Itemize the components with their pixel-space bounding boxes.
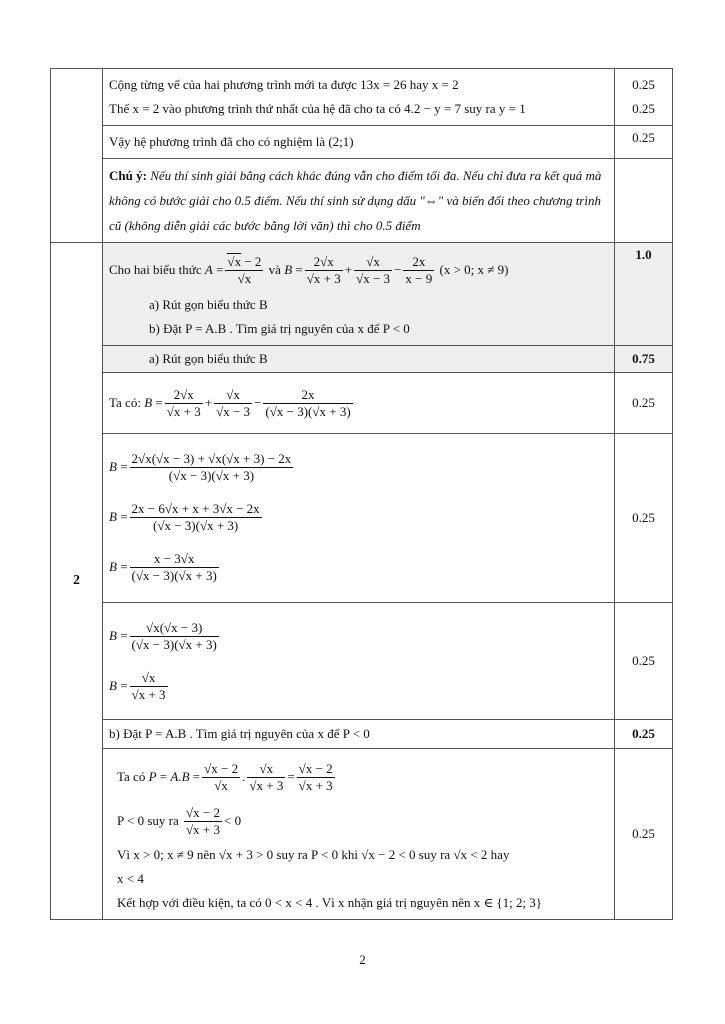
score: 0.25 (632, 510, 655, 525)
score-cell (615, 243, 673, 346)
score-cell (615, 434, 673, 603)
score: 0.25 (632, 77, 655, 92)
solution-cell (103, 603, 615, 720)
note-label: Chú ý: (109, 168, 147, 183)
score: 0.25 (632, 101, 655, 116)
table-row (51, 346, 673, 373)
score-cell (615, 720, 673, 749)
score: 0.25 (632, 653, 655, 668)
answer-table (50, 68, 673, 920)
score: 1.0 (635, 247, 652, 262)
page-number: 2 (359, 952, 366, 967)
and-text: và (268, 262, 281, 277)
solution-line: x < 4 (117, 871, 144, 886)
equation: B = $\frac{2x - 6√ x + x + 3√ x - 2x}{(√ x - 3)(√ x + 3)}$ (109, 492, 608, 542)
table-row (51, 69, 673, 126)
part-a: a) Rút gọn biểu thức B (149, 297, 268, 312)
score-cell (615, 126, 673, 159)
table-row (51, 243, 673, 346)
score-cell (615, 346, 673, 373)
solution-cell (103, 434, 615, 603)
table-row (51, 373, 673, 434)
score: 0.25 (632, 826, 655, 841)
equation: B = √ x √ x + 3 (109, 661, 608, 711)
solution-line: Thế x = 2 vào phương trình thứ nhất của hệ đã cho ta có 4.2 − y = 7 suy ra y = 1 (109, 101, 526, 116)
solution-cell (103, 720, 615, 749)
note-text: Nếu thí sinh giải bằng cách khác đúng vẫn cho điểm tối đa. Nếu chỉ đưa ra kết quả mà không có bước giải cho 0.5 điểm. Nếu thí sinh sử dụng dấu "⇔" và biến đổi theo chương trình cũ (không diễn giải các bước bằng lời văn) thì cho 0.5 điểm (109, 168, 602, 233)
table-row (51, 434, 673, 603)
solution-cell (103, 373, 615, 434)
table-row (51, 159, 673, 243)
table-row (51, 749, 673, 920)
score: 0.75 (632, 351, 655, 366)
equation: Ta có P = A.B = √ x − 2 √ x . √ x √ x + 3 = √ x − 2 √ x + 3 (117, 755, 608, 799)
prefix-text: Ta có (117, 769, 146, 784)
solution-line: Kết hợp với điều kiện, ta có 0 < x < 4 . Vì x nhận giá trị nguyên nên x ∈ {1; 2; 3} (117, 895, 543, 910)
score: 0.25 (632, 726, 655, 741)
score-cell (615, 603, 673, 720)
equation: B = $\frac{x - 3√ x}{(√ x - 3)(√ x + 3)}$ (109, 542, 608, 592)
solution-cell (103, 126, 615, 159)
empty-cell (51, 69, 103, 243)
score: 0.25 (632, 395, 655, 410)
note-cell (103, 159, 615, 243)
solution-cell (103, 749, 615, 920)
equation: B = $\frac{2√ x(√ x - 3) + √ x(√ x + 3) - 2x}{(√ x - 3)(√ x + 3)}$ (109, 442, 608, 492)
intro-text: Cho hai biểu thức (109, 262, 202, 277)
score-cell (615, 373, 673, 434)
condition-text: (x > 0; x ≠ 9) (439, 262, 509, 277)
solution-line: Vì x > 0; x ≠ 9 nên √x + 3 > 0 suy ra P < 0 khi √x − 2 < 0 suy ra √x < 2 hay (117, 847, 510, 862)
solution-cell (103, 69, 615, 126)
prefix-text: P < 0 suy ra (117, 813, 179, 828)
equation: Ta có: B = 2√ x √ x + 3 + √ x √ x − 3 − $\frac{2x}{(√ x - 3)(√ x + 3)}$ (109, 377, 608, 429)
part-heading: b) Đặt P = A.B . Tìm giá trị nguyên của x để P < 0 (109, 726, 370, 741)
part-heading: a) Rút gọn biểu thức B (149, 351, 268, 366)
question-cell (103, 243, 615, 346)
score-cell (615, 69, 673, 126)
table-row (51, 720, 673, 749)
table-row (51, 126, 673, 159)
score: 0.25 (632, 130, 655, 145)
solution-cell (103, 346, 615, 373)
solution-line: Cộng từng vế của hai phương trình mới ta được 13x = 26 hay x = 2 (109, 77, 459, 92)
table-row (51, 603, 673, 720)
question-statement: Cho hai biểu thức A = √ x − 2 √ x và B = 2√ x √ x + 3 + √ x √ x − 3 − $\frac{2x}{x - 9}$ (x > 0; x ≠ 9) (109, 247, 608, 293)
part-b: b) Đặt P = A.B . Tìm giá trị nguyên của x để P < 0 (149, 321, 410, 336)
score-cell (615, 159, 673, 243)
score-cell (615, 749, 673, 920)
question-number: 2 (51, 243, 103, 920)
equation: P < 0 suy ra √ x − 2 √ x + 3 < 0 (117, 799, 608, 843)
prefix-text: Ta có: (109, 395, 141, 410)
equation: B = √ $\frac{x(√ x - 3)}{(√ x - 3)(√ x + 3)}$ (109, 611, 608, 661)
solution-line: Vậy hệ phương trình đã cho có nghiệm là (2;1) (109, 134, 354, 149)
